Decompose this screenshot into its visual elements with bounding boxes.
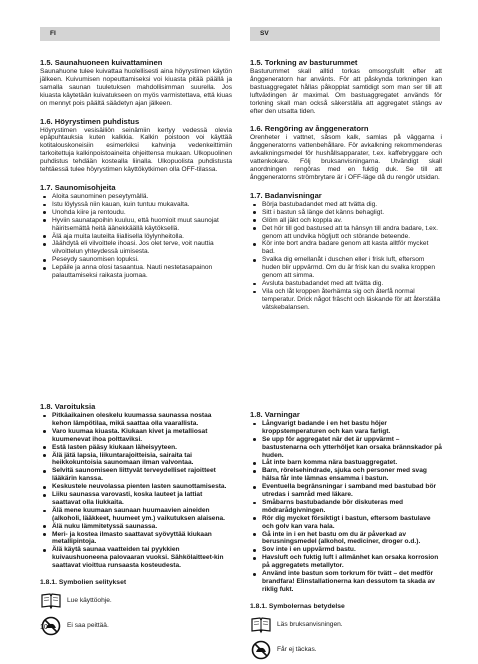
section-1-5-fi xyxy=(40,58,232,108)
list-item: Keskustele neuvolassa pienten lasten saunottamisesta. xyxy=(52,483,232,491)
list-item: Älä aja muita lauteilta liiallisella löylynheitolla. xyxy=(52,233,232,241)
section-1-6-sv xyxy=(250,124,442,181)
list-item: Meri- ja kostea ilmasto saattavat syövyttää kiukaan metallipintoja. xyxy=(52,531,232,547)
list-item: Älä käytä saunaa vaatteiden tai pyykkien kuivaushuoneena palovaaran vuoksi. Sähkölaitteet-kin saattavat vioittua runsaasta kosteudesta. xyxy=(52,546,232,570)
list-item: Sov inte i en uppvärmd bastu. xyxy=(262,546,442,554)
section-title: 1.6. Höyrystimen puhdistus xyxy=(40,116,140,126)
section-title: 1.7. Saunomisohjeita xyxy=(40,182,116,192)
list-item: Använd inte bastun som torkrum för tvätt – det medför brandfara! Elinstallationerna kan dessutom ta skada av riklig fukt. xyxy=(262,570,442,594)
list-item: Liiku saunassa varovasti, koska lauteet ja lattiat saattavat olla liukkaita. xyxy=(52,491,232,507)
section-text: Höyrystimen vesisäiliön seinämiin kertyy vedessä olevia epäpuhtauksia kuten kalkkia. Kalkin poistoon voi käyttää kotitalouskoneisiin esimerkiksi kahvinja vedenkeittimiin tarkoitettuja kalkinpoistoaineita ohjeittensa mukaan. Ulkopuolinen puhdistus tehdään kostealla liinalla. Ulkopuolista puhdistusta tehtäessä tulee höyrystimen käyttökytkimen olla OFF-tilassa. xyxy=(40,126,232,174)
symbol-text: Får ej täckas. xyxy=(277,645,317,653)
symbol-text: Lue käyttöohje. xyxy=(67,597,112,605)
section-1-7-sv xyxy=(250,191,442,410)
section-1-8-1-fi xyxy=(40,579,232,637)
list-item: Avsluta bastubadandet med att tvätta dig. xyxy=(262,280,442,288)
list-item: Aloita saunominen peseytymällä. xyxy=(52,193,232,201)
section-title: 1.8. Varoituksia xyxy=(40,401,96,411)
warnings-list xyxy=(40,412,232,570)
list-item: Börja bastubadandet med att tvätta dig. xyxy=(262,201,442,209)
section-title: 1.7. Badanvisningar xyxy=(250,190,322,200)
section-1-8-1-sv xyxy=(250,603,442,661)
page-number: 10 xyxy=(40,624,48,631)
column-finnish xyxy=(40,58,232,640)
language-tab-fi xyxy=(40,27,230,41)
list-item: Jäähdytä eli vilvoittele ihoasi. Jos olet terve, voit nauttia vilvoittelun yhteydessä uimisesta. xyxy=(52,240,232,256)
list-item: Älä nuku lämmitetyssä saunassa. xyxy=(52,523,232,531)
language-tab-sv xyxy=(250,27,440,41)
list-item: Barn, rörelsehindrade, sjuka och personer med svag hälsa får inte lämnas ensamma i bastun. xyxy=(262,467,442,483)
section-text: Basturummet skall alltid torkas omsorgsfullt efter att ånggeneratorn har använts. För att påskynda torkningen kan bastuaggregatet hållas påkopplat samtidigt som man ser till att luftväxlingen är maximal. Om bastuaggregatet används för torkning skall man också säkerställa att aggregatet stängs av efter den utsatta tiden. xyxy=(250,68,442,115)
list-item: Pitkäaikainen oleskelu kuumassa saunassa nostaa kehon lämpötilaa, mikä saattaa olla vaarallista. xyxy=(52,412,232,428)
symbol-read-manual xyxy=(40,590,232,612)
section-1-5-sv xyxy=(250,58,442,115)
section-1-8-fi xyxy=(40,402,232,570)
section-title: 1.8.1. Symbolernas betydelse xyxy=(250,602,345,610)
list-item: Kör inte bort andra badare genom att kasta alltför mycket bad. xyxy=(262,240,442,256)
list-item: Estä lasten pääsy kiukaan läheisyyteen. xyxy=(52,444,232,452)
column-swedish xyxy=(250,58,442,664)
section-title: 1.5. Saunahuoneen kuivattaminen xyxy=(40,58,163,67)
list-item: Istu löylyssä niin kauan, kuin tuntuu mukavalta. xyxy=(52,201,232,209)
section-1-8-sv xyxy=(250,410,442,594)
list-item: Rör dig mycket försiktigt i bastun, eftersom bastulave och golv kan vara hala. xyxy=(262,515,442,531)
list-item: Älä mene kuumaan saunaan huumaavien aineiden (alkoholi, lääkkeet, huumeet ym.) vaikutuksen alaisena. xyxy=(52,507,232,523)
list-item: Vila och låt kroppen återhämta sig och återfå normal temperatur. Drick något fräscht och läskande för att återställa vätskebalansen. xyxy=(262,287,441,311)
tips-list xyxy=(40,193,232,280)
tips-list xyxy=(250,201,442,312)
symbol-read-manual xyxy=(250,614,442,636)
list-item: Svalka dig emellanåt i duschen eller i frisk luft, eftersom huden blir uppvärmd. Om du är frisk kan du svalka kroppen genom att simma. xyxy=(262,256,442,280)
language-label-fi: FI xyxy=(50,30,56,37)
section-text: Saunahuone tulee kuivattaa huolellisesti aina höyrystimen käytön jälkeen. Kuivumisen nopeuttamiseksi voi kiuasta pitää päällä ja samalla saunan tuuletuksen mahdollisimman suurella. Jos kiuasta käytetään kuivatukseen on myös varmistettava, että kiuas on mennyt pois päältä säädetyn ajan jälkeen. xyxy=(40,68,232,107)
list-item: Gå inte in i en het bastu om du är påverkad av berusningsmedel (alkohol, mediciner, droger o.d.). xyxy=(262,531,442,547)
symbol-do-not-cover xyxy=(250,639,442,661)
list-item: Eventuella begränsningar i samband med bastubad bör utredas i samråd med läkare. xyxy=(262,483,442,499)
open-book-icon xyxy=(40,591,62,611)
list-item: Långvarigt badande i en het bastu höjer kroppstemperaturen och kan vara farligt. xyxy=(262,420,442,436)
list-item: Glöm all jäkt och koppla av. xyxy=(262,217,442,225)
list-item: Sitt i bastun så länge det känns behagligt. xyxy=(262,209,442,217)
section-1-7-fi xyxy=(40,183,232,402)
section-title: 1.8. Varningar xyxy=(250,409,300,419)
list-item: Det hör till god bastused att ta hänsyn till andra badare, t.ex. genom att undvika högljutt och störande beteende. xyxy=(262,225,442,241)
section-title: 1.6. Rengöring av ånggeneratorn xyxy=(250,124,369,134)
section-1-6-fi xyxy=(40,117,232,174)
list-item: Lepäile ja anna olosi tasaantua. Nauti nestetasapainon palauttamiseksi raikasta juomaa. xyxy=(52,264,232,280)
list-item: Älä jätä lapsia, liikuntarajoitteisia, sairaita tai heikkokuntoisia saunomaan ilman valvontaa. xyxy=(52,452,232,468)
warnings-list xyxy=(250,420,442,594)
list-item: Unohda kiire ja rentoudu. xyxy=(52,209,232,217)
list-item: Peseydy saunomisen lopuksi. xyxy=(52,256,232,264)
language-label-sv: SV xyxy=(260,30,269,37)
symbol-do-not-cover xyxy=(40,615,232,637)
list-item: Hyviin saunatapoihin kuuluu, että huomioit muut saunojat häiritsemättä heitä äänekkäällä käytöksellä. xyxy=(52,217,232,233)
open-book-icon xyxy=(250,615,272,635)
list-item: Småbarns bastubadande bör diskuteras med mödrarådgivningen. xyxy=(262,499,442,515)
section-text: Orenheter i vattnet, såsom kalk, samlas på väggarna i ånggeneratorns vattenbehållare. För avkalkning rekommenderas avkalkningsmedel för hushållsapparater, t.ex. kaffebryggare och vattenkokare. Följ bruksanvisningarna. Utvändigt skall anordningen rengöras med en fuktig duk. Se till att ånggeneratorns strömbrytare är i OFF-läge då du rengör utsidan. xyxy=(250,134,442,181)
do-not-cover-icon xyxy=(250,640,272,660)
list-item: Havsluft och fuktig luft i allmänhet kan orsaka korrosion på aggregatets metallytor. xyxy=(262,554,442,570)
section-title: 1.5. Torkning av basturummet xyxy=(250,58,358,67)
symbol-text: Läs bruksanvisningen. xyxy=(277,620,343,628)
list-item: Selvitä saunomiseen liittyvät terveydelliset rajoitteet lääkärin kanssa. xyxy=(52,467,232,483)
symbol-text: Ei saa peittää. xyxy=(67,622,109,630)
list-item: Låt inte barn komma nära bastuaggregatet. xyxy=(262,459,442,467)
list-item: Varo kuumaa kiuasta. Kiukaan kivet ja metalliosat kuumenevat ihoa polttaviksi. xyxy=(52,428,232,444)
section-title: 1.8.1. Symbolien selitykset xyxy=(40,579,127,587)
list-item: Se upp för aggregatet när det är uppvärmt – bastustenarna och ytterhöljet kan orsaka brännskador på huden. xyxy=(262,435,442,459)
